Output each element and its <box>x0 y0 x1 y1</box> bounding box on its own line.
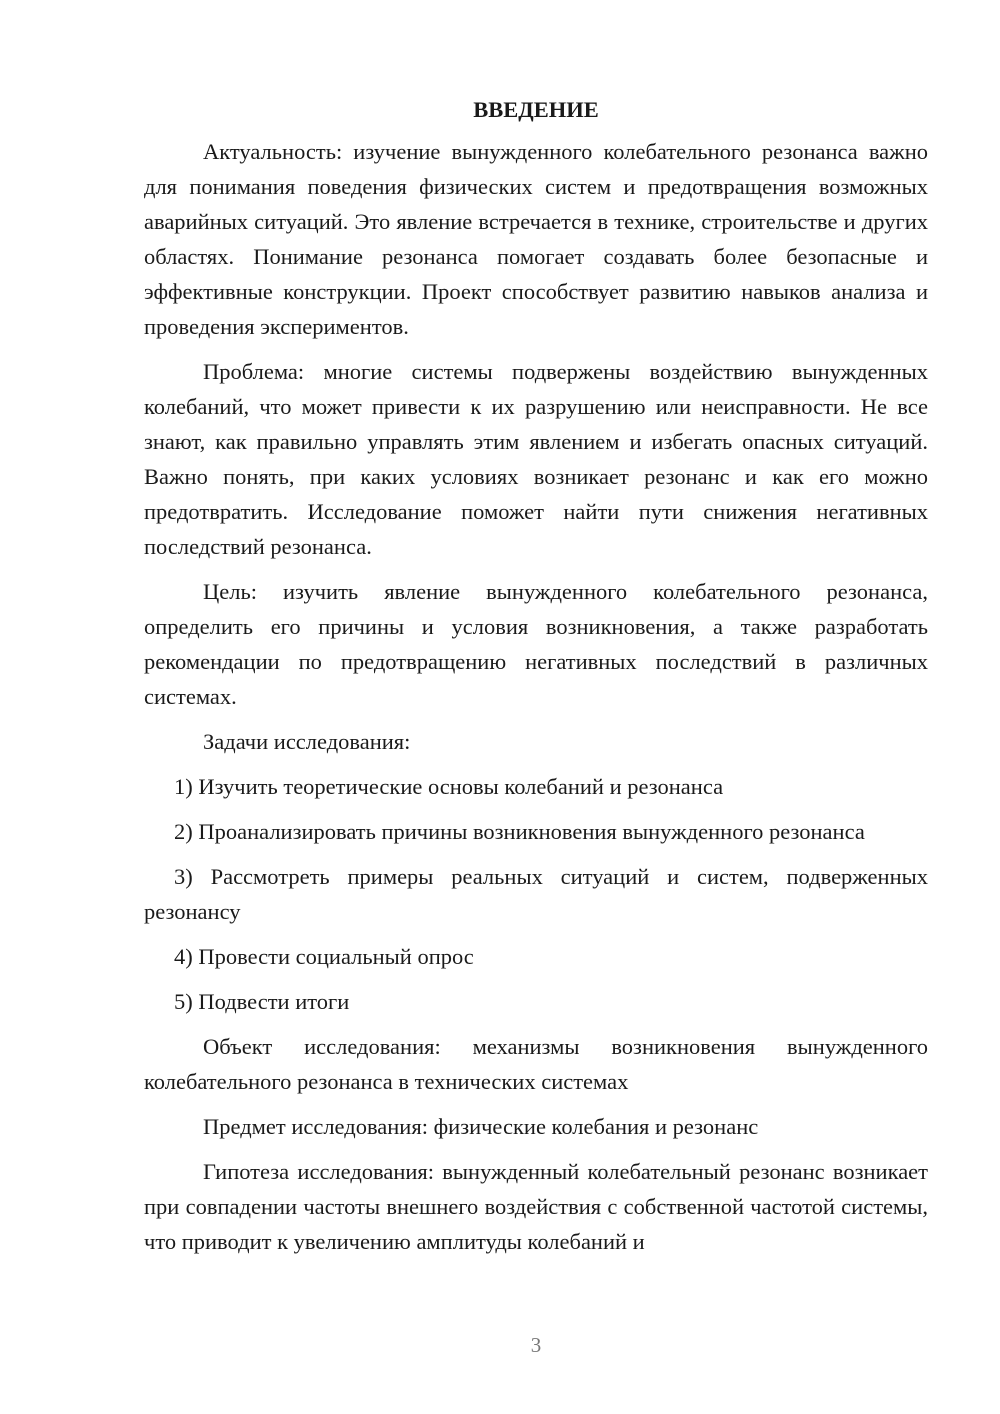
goal-paragraph: Цель: изучить явление вынужденного колебательного резонанса, определить его причины и условия возникновения, а также разработать рекомендации по предотвращению негативных последствий в различных системах. <box>144 579 928 709</box>
section-heading: ВВЕДЕНИЕ <box>473 97 599 122</box>
object-paragraph: Объект исследования: механизмы возникновения вынужденного колебательного резонанса в технических системах <box>144 1034 928 1094</box>
task-item: 5) Подвести итоги <box>174 989 350 1014</box>
subject-paragraph: Предмет исследования: физические колебания и резонанс <box>203 1114 759 1139</box>
task-item: 3) Рассмотреть примеры реальных ситуаций и систем, подверженных резонансу <box>144 864 928 924</box>
relevance-paragraph: Актуальность: изучение вынужденного колебательного резонанса важно для понимания поведения физических систем и предотвращения возможных аварийных ситуаций. Это явление встречается в технике, строительстве и других областях. Понимание резонанса помогает создавать более безопасные и эффективные конструкции. Проект способствует развитию навыков анализа и проведения экспериментов. <box>144 139 928 339</box>
task-item: 4) Провести социальный опрос <box>174 944 474 969</box>
page-content <box>144 92 928 1269</box>
problem-paragraph: Проблема: многие системы подвержены воздействию вынужденных колебаний, что может привести к их разрушению или неисправности. Не все знают, как правильно управлять этим явлением и избегать опасных ситуаций. Важно понять, при каких условиях возникает резонанс и как его можно предотвратить. Исследование поможет найти пути снижения негативных последствий резонанса. <box>144 359 928 559</box>
task-item: 1) Изучить теоретические основы колебаний и резонанса <box>174 774 724 799</box>
hypothesis-paragraph: Гипотеза исследования: вынужденный колебательный резонанс возникает при совпадении частоты внешнего воздействия с собственной частотой системы, что приводит к увеличению амплитуды колебаний и <box>144 1159 928 1254</box>
page-number: 3 <box>530 1333 542 1357</box>
tasks-heading: Задачи исследования: <box>203 729 411 754</box>
task-item: 2) Проанализировать причины возникновения вынужденного резонанса <box>174 819 865 844</box>
